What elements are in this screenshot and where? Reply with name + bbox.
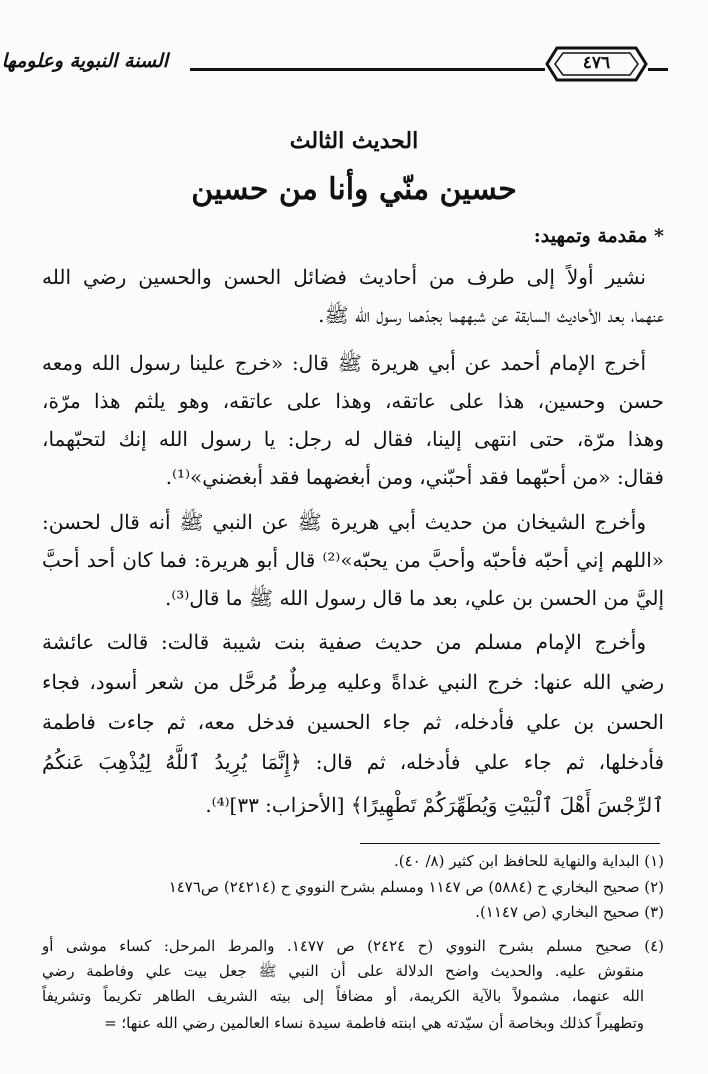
footnote-continuation: وتطهيراً كذلك وبخاصة أن سيّدته هي ابنته فاطمة سيدة نساء العالمين رضي الله عنها؛ = [104,1014,644,1032]
body-line: الحسن بن علي فأدخله، ثم جاء الحسين فدخل معه، ثم جاءت فاطمة [42,710,664,734]
footnote: (٢) صحيح البخاري ح (٥٨٨٤) ص ١١٤٧ ومسلم بشرح النووي ح (٢٤٢١٤) ص١٤٧٦ [168,878,664,896]
page-number-badge [545,44,648,84]
footnote-separator [360,843,660,844]
hadith-title: حسين منّي وأنا من حسين [191,172,517,207]
body-line: وأخرج الإمام مسلم من حديث صفية بنت شيبة قالت: قالت عائشة [42,630,646,654]
body-line: ٱلرِّجْسَ أَهْلَ ٱلْبَيْتِ وَيُطَهِّرَكُمْ تَطْهِيرًا﴾ [الأحزاب: ٣٣]⁽⁴⁾. [205,793,664,817]
footnote: (١) البداية والنهاية للحافظ ابن كثير (٨/ ٤٠). [393,852,664,870]
page-number: ٤٧٦ [582,53,611,73]
section-intro-heading: * مقدمة وتمهيد: [533,225,664,247]
body-line: فأدخلها، ثم جاء علي فأدخله، ثم قال: ﴿إِنَّمَا يُرِيدُ ٱللَّهُ لِيُذْهِبَ عَنكُمُ [42,750,664,774]
footnote: (٤) صحيح مسلم بشرح النووي (ح ٢٤٢٤) ص ١٤٧٧. والمرط المرحل: كساء موشى أو [42,937,664,955]
body-line: فقال: «من أحبّهما فقد أحبّني، ومن أبغضهما فقد أبغضني»⁽¹⁾. [165,465,664,489]
running-header-title: السنة النبوية وعلومها [1,50,168,72]
footnote: (٣) صحيح البخاري (ص ١١٤٧). [475,903,664,921]
body-line: أخرج الإمام أحمد عن أبي هريرة ﷺ قال: «خرج علينا رسول الله ومعه [42,351,646,375]
body-line: رضي الله عنها: خرج النبي غداةً وعليه مِرطٌ مُرحَّل من شعر أسود، فجاء [42,670,664,694]
body-line: «اللهم إني أحبّه فأحبّه وأحبَّ من يحبّه»⁽²⁾ قال أبو هريرة: فما كان أحد أحبَّ [42,548,665,572]
body-line: وهذا مرّة، حتى انتهى إلينا، فقال له رجل: يا رسول الله إنك لتحبّهما، [42,427,664,451]
body-line: عنهما، بعد الأحاديث السابقة عن شبههما بجدّهما رسول الله ﷺ. [318,303,664,327]
body-line: حسن وحسين، هذا على عاتقه، وهذا على عاتقه، وهو يلثم هذا مرّة، [42,389,664,413]
footnote-continuation: منقوش عليه. والحديث واضح الدلالة على أن النبي ﷺ جعل بيت علي وفاطمة رضي [42,962,644,980]
hadith-label: الحديث الثالث [289,128,419,154]
body-line: وأخرج الشيخان من حديث أبي هريرة ﷺ عن النبي ﷺ أنه قال لحسن: [42,510,646,534]
body-line: إليَّ من الحسن بن علي، بعد ما قال رسول الله ﷺ ما قال⁽³⁾. [165,586,664,610]
footnote-continuation: الله عنهما، مشمولاً بالآية الكريمة، أو مضافاً إلى بيته الشريف الطاهر تكريماً وتشريفاً [42,987,644,1005]
header-rule-end [648,68,668,71]
body-line: نشير أولاً إلى طرف من أحاديث فضائل الحسن والحسين رضي الله [42,265,646,289]
header-rule [190,68,545,71]
